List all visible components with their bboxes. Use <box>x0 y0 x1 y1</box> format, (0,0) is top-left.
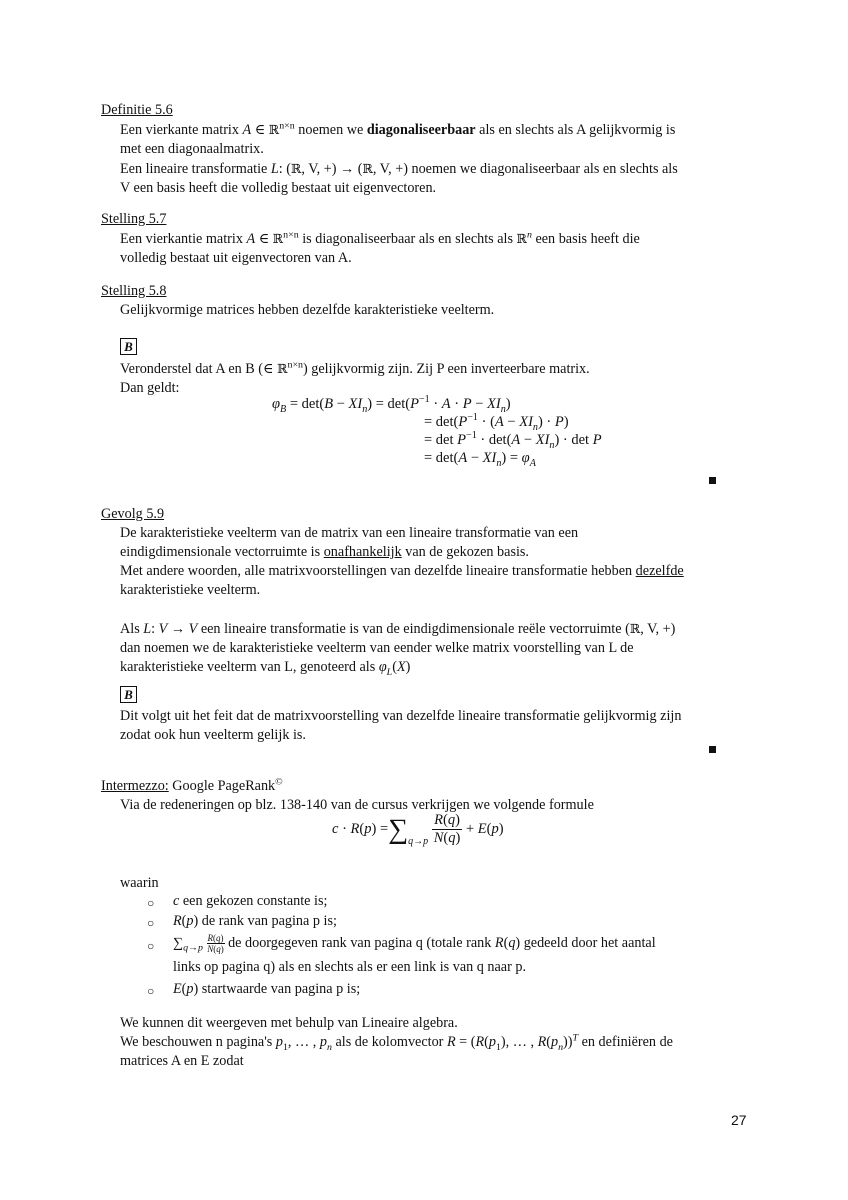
intermezzo-line: We beschouwen n pagina's $p_1$, … , $p_n$ als de kolomvector $R = (R(p_1)$, … , $R(p_n))^T$ en definiëren de <box>120 1032 673 1053</box>
proof-line: Dan geldt: <box>120 380 180 396</box>
waarin-label: waarin <box>120 875 159 891</box>
intermezzo-line: We kunnen dit weergeven met behulp van Lineaire algebra. <box>120 1015 458 1031</box>
list-item: R(p) de rank van pagina p is; <box>173 913 337 929</box>
term-diagonaliseerbaar: diagonaliseerbaar <box>366 122 476 138</box>
list-item-continuation: links op pagina q) als en slechts als er een link is van q naar p. <box>173 959 527 975</box>
page-number: 27 <box>731 1112 747 1128</box>
proof-label-box: B <box>120 686 137 703</box>
list-item: E(p) startwaarde van pagina p is; <box>173 981 361 997</box>
corollary-heading: Gevolg 5.9 <box>101 506 165 522</box>
circle-bullet-icon: ○ <box>147 896 155 910</box>
theorem-heading: Stelling 5.7 <box>101 211 167 227</box>
definition-line: Een vierkante matrix A ∈ ℝ$^{n\times n}$ noemen we diagonaliseerbaar als en slechts als A gelijkvormig is <box>120 120 676 138</box>
intermezzo-heading: Intermezzo: Google PageRank© <box>101 776 283 794</box>
theorem-5-7 <box>101 210 640 268</box>
theorem-line: volledig bestaat uit eigenvectoren van A. <box>120 250 352 266</box>
proof-label-box: B <box>120 338 137 355</box>
corollary-line: dan noemen we de karakteristieke veelterm van eender welke matrix voorstelling van L de <box>120 640 634 656</box>
definition-heading: Definitie 5.6 <box>101 102 173 118</box>
document-page: Definitie 5.6 Een vierkante matrix A ∈ ℝ$^{n\times n}$ noemen we diagonaliseerbaar als en slechts als A gelijkvormig is met een diagonaalmatrix. Een lineaire transformatie L: (ℝ, V, +) → (ℝ, V, +) noemen we diagonaliseerbaar als en slechts als V een basis heeft die volledig bestaat uit eigenvectoren. Stelling 5.7 Een vierkantie matrix A ∈ ℝ$^{n\times n}$ is diagonaliseerbaar als en slechts als ℝ$^n$ een basis heeft die volledig bestaat uit eigenvectoren van A. Stelling 5.8 Gelijkvormige matrices hebben dezelfde karakteristieke veelterm. B Veronderstel dat A en B (∈ ℝ$^{n\times n}$) gelijkvormig zijn. Zij P een inverteerbare matrix. Dan geldt: $\varphi_B = \det(B - XI_n) = \det(P^{-1} \cdot A \cdot P - XI_n)$ = $\det(P^{-1} \cdot (A - XI_n) \cdot P)$ = $\det P^{-1} \cdot \det(A - XI_n) \cdot \det P$ = $\det(A - XI_n) = \varphi_A$ Gevolg 5.9 De karakteristieke veelterm van de matrix van een lineaire transformatie van een eindigdimensionale vectorruimte is onafhankelijk van de gekozen basis. Met andere woorden, alle matrixvoorstellingen van dezelfde lineaire transformatie hebben dezelfde karakteristieke veelterm. Als L: V → V een lineaire transformatie is van de eindigdimensionale reële vectorruimte (ℝ, V, +) dan noemen we de karakteristieke veelterm van eender welke matrix voorstelling van L de karakteristieke veelterm van L, genoteerd als $\varphi_L(X)$ B Dit volgt uit het feit dat de matrixvoorstelling van dezelfde lineaire transformatie gelijkvormig zijn zodat ook hun veelterm gelijk is. Intermezzo: Google PageRank© Via de redeneringen op blz. 138-140 van de cursus verkrijgen we volgende formule c · R(p) =∑q→p $\frac{R(q)}{N(q)}$ + E(p) waarin ○ c een gekozen constante is; ○ R(p) de rank van pagina p is; ○ $\sum_{q\to p}$ $\frac{R(q)}{N(q)}$ de doorgegeven rank van pagina q (totale rank R(q) gedeeld door het aantal links op pagina q) als en slechts als er een link is van q naar p. ○ E(p) startwaarde van pagina p is; We kunnen dit weergeven met behulp van Lineaire algebra. We beschouwen n pagina's $p_1$, … , $p_n$ als de kolomvector $R = (R(p_1)$, … , $R(p_n))^T$ en definiëren de matrices A en E zodat 27 <box>101 102 747 1128</box>
corollary-5-9 <box>101 505 684 677</box>
pagerank-formula: c · R(p) =∑q→p $\frac{R(q)}{N(q)}$ + E(p) <box>332 812 504 847</box>
corollary-line: De karakteristieke veelterm van de matrix van een lineaire transformatie van een <box>120 525 579 541</box>
definition-line: V een basis heeft die volledig bestaat uit eigenvectoren. <box>120 180 437 196</box>
theorem-5-8 <box>101 282 494 320</box>
corollary-line: Met andere woorden, alle matrixvoorstellingen van dezelfde lineaire transformatie hebben dezelfde <box>120 563 684 579</box>
list-item: $\sum_{q\to p}$ $\frac{R(q)}{N(q)}$ de doorgegeven rank van pagina q (totale rank R(q) gedeeld door het aantal <box>173 933 656 954</box>
intermezzo-continuation <box>120 1014 673 1071</box>
intermezzo-line: matrices A en E zodat <box>120 1053 244 1069</box>
definition-5-6 <box>101 101 678 198</box>
circle-bullet-icon: ○ <box>147 916 155 930</box>
definition-line: Een lineaire transformatie L: (ℝ, V, +) → (ℝ, V, +) noemen we diagonaliseerbaar als en slechts als <box>120 161 678 177</box>
qed-square <box>709 746 716 753</box>
theorem-line: Gelijkvormige matrices hebben dezelfde karakteristieke veelterm. <box>120 302 495 318</box>
proof-line: zodat ook hun veelterm gelijk is. <box>120 727 306 743</box>
theorem-heading: Stelling 5.8 <box>101 283 167 299</box>
proof-5-8 <box>120 338 590 398</box>
circle-bullet-icon: ○ <box>147 939 155 953</box>
theorem-line: Een vierkantie matrix A ∈ ℝ$^{n\times n}$ is diagonaliseerbaar als en slechts als ℝ$^n$ een basis heeft die <box>120 229 640 247</box>
proof-line: Veronderstel dat A en B (∈ ℝ$^{n\times n}$) gelijkvormig zijn. Zij P een inverteerbare matrix. <box>120 359 590 377</box>
corollary-line: eindigdimensionale vectorruimte is onafhankelijk van de gekozen basis. <box>120 544 529 560</box>
list-item: c een gekozen constante is; <box>173 893 328 909</box>
proof-5-9 <box>120 686 681 745</box>
intermezzo-line: Via de redeneringen op blz. 138-140 van de cursus verkrijgen we volgende formule <box>120 797 594 813</box>
qed-square <box>709 477 716 484</box>
intermezzo-pagerank <box>101 777 594 815</box>
corollary-line: Als L: V → V een lineaire transformatie is van de eindigdimensionale reële vectorruimte (ℝ, V, +) <box>120 621 676 637</box>
definition-line: met een diagonaalmatrix. <box>120 141 264 157</box>
corollary-line: karakteristieke veelterm van L, genoteerd als $\varphi_L(X)$ <box>120 659 411 678</box>
circle-bullet-icon: ○ <box>147 984 155 998</box>
proof-line: Dit volgt uit het feit dat de matrixvoorstelling van dezelfde lineaire transformatie gelijkvormig zijn <box>120 708 682 724</box>
corollary-line: karakteristieke veelterm. <box>120 582 261 598</box>
